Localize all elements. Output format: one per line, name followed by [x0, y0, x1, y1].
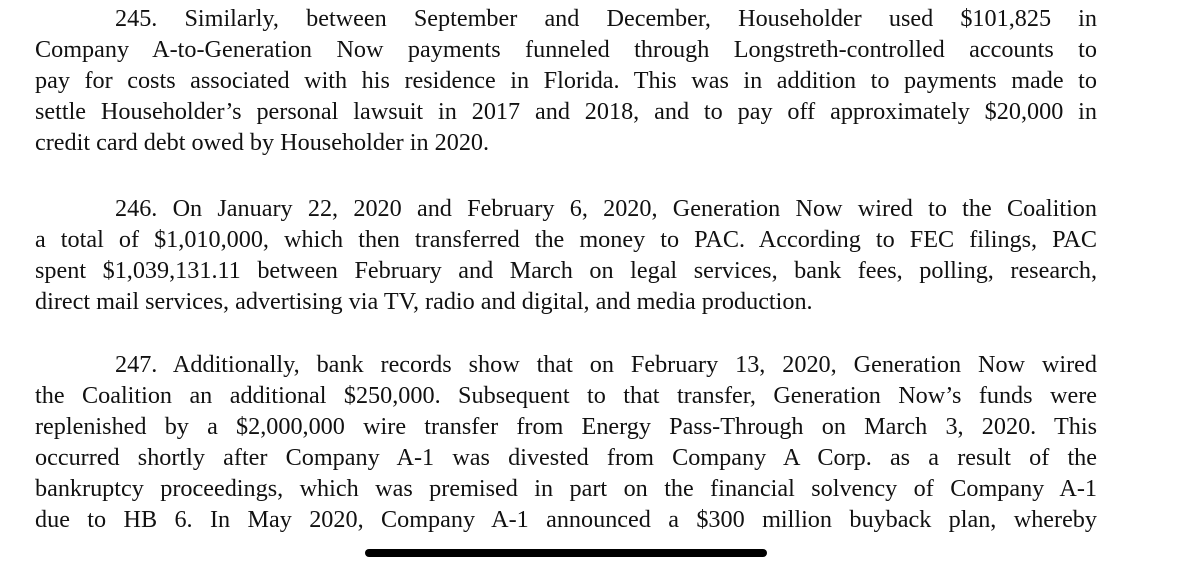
paragraph-line: spent $1,039,131.11 between February and March on legal services, bank fees, polling, research, — [35, 257, 1097, 284]
paragraph-line: due to HB 6. In May 2020, Company A-1 announced a $300 million buyback plan, whereby — [35, 506, 1097, 533]
paragraph-line: pay for costs associated with his residence in Florida. This was in addition to payments made to — [35, 67, 1097, 94]
paragraph-line: 245. Similarly, between September and December, Householder used $101,825 in — [115, 5, 1097, 32]
paragraph-line: the Coalition an additional $250,000. Subsequent to that transfer, Generation Now’s funds were — [35, 382, 1097, 409]
paragraph-246 — [35, 193, 1097, 317]
paragraph-line: settle Householder’s personal lawsuit in 2017 and 2018, and to pay off approximately $20,000 in — [35, 98, 1097, 125]
paragraph-245 — [35, 3, 1097, 158]
paragraph-line: direct mail services, advertising via TV, radio and digital, and media production. — [35, 288, 813, 315]
paragraph-line: a total of $1,010,000, which then transferred the money to PAC. According to FEC filings, PAC — [35, 226, 1097, 253]
paragraph-line: replenished by a $2,000,000 wire transfer from Energy Pass-Through on March 3, 2020. This — [35, 413, 1097, 440]
paragraph-line: 247. Additionally, bank records show that on February 13, 2020, Generation Now wired — [115, 351, 1097, 378]
paragraph-line: bankruptcy proceedings, which was premised in part on the financial solvency of Company A-1 — [35, 475, 1097, 502]
paragraph-line: credit card debt owed by Householder in 2020. — [35, 129, 490, 156]
home-indicator-bar[interactable] — [365, 549, 767, 557]
paragraph-line: Company A-to-Generation Now payments funneled through Longstreth-controlled accounts to — [35, 36, 1097, 63]
paragraph-247 — [35, 349, 1097, 535]
paragraph-line: 246. On January 22, 2020 and February 6, 2020, Generation Now wired to the Coalition — [115, 195, 1097, 222]
paragraph-line: occurred shortly after Company A-1 was divested from Company A Corp. as a result of the — [35, 444, 1097, 471]
